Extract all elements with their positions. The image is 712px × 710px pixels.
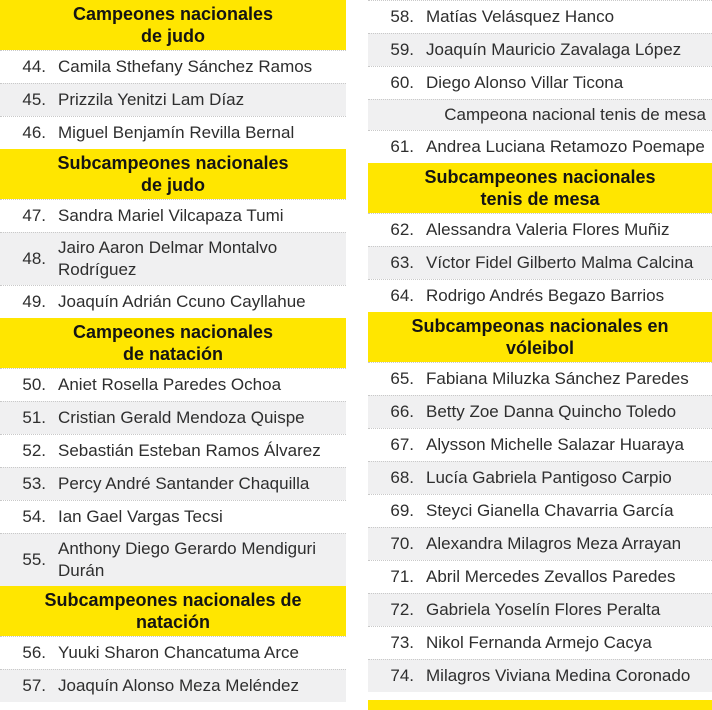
athlete-name: Cristian Gerald Mendoza Quispe: [58, 408, 305, 427]
section-header-line: de judo: [141, 175, 205, 195]
athlete-row: [0, 636, 346, 669]
athlete-name: Diego Alonso Villar Ticona: [426, 73, 624, 92]
athlete-row: [0, 232, 346, 285]
row-number: 73.: [390, 633, 414, 652]
athlete-name: Alexandra Milagros Meza Arrayan: [426, 534, 682, 553]
athlete-row: [368, 130, 712, 163]
row-number: 60.: [390, 73, 414, 92]
athlete-row: [368, 279, 712, 312]
athlete-row: [0, 434, 346, 467]
athlete-row: [368, 362, 712, 395]
row-number: 49.: [22, 292, 46, 311]
section-header-line: de natación: [122, 344, 224, 364]
section-header-line: tenis de mesa: [480, 189, 600, 209]
athlete-row: [0, 368, 346, 401]
athlete-name: Betty Zoe Danna Quincho Toledo: [426, 402, 677, 421]
row-number: 70.: [390, 534, 414, 553]
athlete-row: [0, 116, 346, 149]
row-number: 66.: [390, 402, 414, 421]
row-number: 61.: [390, 137, 414, 156]
athlete-row: [368, 560, 712, 593]
athlete-row: [0, 401, 346, 434]
section-header-line: Campeones nacionales: [72, 4, 274, 24]
athlete-name: Joaquín Mauricio Zavalaga López: [426, 40, 682, 59]
athlete-row: [368, 66, 712, 99]
athlete-name: Percy André Santander Chaquilla: [58, 474, 310, 493]
athlete-name: Anthony Diego Gerardo Mendiguri Durán: [58, 539, 316, 580]
row-number: 72.: [390, 600, 414, 619]
row-number: 59.: [390, 40, 414, 59]
section-header: [0, 0, 346, 50]
row-number: 57.: [22, 676, 46, 695]
athlete-row: [368, 428, 712, 461]
athlete-name: Andrea Luciana Retamozo Poemape: [426, 137, 705, 156]
row-number: 53.: [22, 474, 46, 493]
row-number: 65.: [390, 369, 414, 388]
athlete-row: [368, 494, 712, 527]
athlete-name: Miguel Benjamín Revilla Bernal: [58, 123, 295, 142]
row-number: 58.: [390, 7, 414, 26]
row-number: 54.: [22, 507, 46, 526]
athlete-row: [368, 593, 712, 626]
athlete-row: [0, 285, 346, 318]
row-number: 56.: [22, 643, 46, 662]
athlete-name: Rodrigo Andrés Begazo Barrios: [426, 286, 665, 305]
section-header: [0, 149, 346, 199]
athlete-name: Aniet Rosella Paredes Ochoa: [58, 375, 282, 394]
athlete-row: [0, 467, 346, 500]
athlete-name: Fabiana Miluzka Sánchez Paredes: [426, 369, 689, 388]
row-number: 46.: [22, 123, 46, 142]
athlete-name: Gabriela Yoselín Flores Peralta: [426, 600, 661, 619]
row-number: 52.: [22, 441, 46, 460]
row-number: 62.: [390, 220, 414, 239]
row-number: 71.: [390, 567, 414, 586]
athlete-row: [0, 533, 346, 586]
athlete-name: Milagros Viviana Medina Coronado: [426, 666, 691, 685]
section-header: [368, 163, 712, 213]
athlete-name: Sandra Mariel Vilcapaza Tumi: [58, 206, 284, 225]
athlete-row: [368, 395, 712, 428]
row-number: 50.: [22, 375, 46, 394]
row-number: 55.: [22, 550, 46, 569]
row-number: 68.: [390, 468, 414, 487]
row-number: 47.: [22, 206, 46, 225]
row-number: 63.: [390, 253, 414, 272]
note-row: [368, 99, 712, 130]
athlete-row: [0, 500, 346, 533]
row-number: 67.: [390, 435, 414, 454]
athlete-name: Camila Sthefany Sánchez Ramos: [58, 57, 313, 76]
row-number: 69.: [390, 501, 414, 520]
section-header-line: de judo: [141, 26, 205, 46]
note-text: Campeona nacional tenis de mesa: [444, 105, 706, 124]
section-header-line: Subcampeonas nacionales en: [411, 316, 669, 336]
athlete-name: Lucía Gabriela Pantigoso Carpio: [426, 468, 672, 487]
athlete-name: Nikol Fernanda Armejo Cacya: [426, 633, 652, 652]
section-header-line: Subcampeones nacionales: [57, 153, 289, 173]
athlete-row: [368, 461, 712, 494]
athlete-name: Alessandra Valeria Flores Muñiz: [426, 220, 670, 239]
athlete-row: [368, 527, 712, 560]
athlete-row: [368, 246, 712, 279]
row-number: 51.: [22, 408, 46, 427]
section-header: [0, 586, 346, 636]
athlete-name: Jairo Aaron Delmar Montalvo Rodríguez: [58, 238, 278, 279]
athlete-row: [0, 83, 346, 116]
section-header-line: Subcampeones nacionales: [424, 167, 656, 187]
column-right: [368, 0, 712, 710]
section-header-line: Campeones nacionales: [72, 322, 274, 342]
athlete-row: [0, 669, 346, 702]
athlete-row: [368, 33, 712, 66]
column-gutter: [346, 0, 368, 710]
section-header-line: vóleibol: [505, 338, 574, 358]
athlete-name: Abril Mercedes Zevallos Paredes: [426, 567, 676, 586]
athlete-name: Yuuki Sharon Chancatuma Arce: [58, 643, 299, 662]
athlete-name: Prizzila Yenitzi Lam Díaz: [58, 90, 245, 109]
athlete-row: [368, 213, 712, 246]
athlete-row: [368, 626, 712, 659]
section-header-line: natación: [135, 612, 210, 632]
athlete-name: Ian Gael Vargas Tecsi: [58, 507, 223, 526]
athlete-row: [368, 0, 712, 33]
athlete-name: Steyci Gianella Chavarria García: [426, 501, 674, 520]
column-left: [0, 0, 346, 710]
row-number: 48.: [22, 249, 46, 268]
athlete-name: Alysson Michelle Salazar Huaraya: [426, 435, 684, 454]
footer-band: [368, 700, 712, 710]
athlete-row: [0, 50, 346, 83]
athlete-name: Matías Velásquez Hanco: [426, 7, 615, 26]
athlete-row: [0, 199, 346, 232]
athlete-row: [368, 659, 712, 692]
athlete-name: Joaquín Alonso Meza Meléndez: [58, 676, 299, 695]
athlete-name: Sebastián Esteban Ramos Álvarez: [58, 441, 321, 460]
row-number: 64.: [390, 286, 414, 305]
section-header-line: Subcampeones nacionales de: [44, 590, 302, 610]
row-number: 45.: [22, 90, 46, 109]
athlete-name: Joaquín Adrián Ccuno Cayllahue: [58, 292, 306, 311]
row-number: 44.: [22, 57, 46, 76]
row-number: 74.: [390, 666, 414, 685]
section-header: [0, 318, 346, 368]
athlete-name: Víctor Fidel Gilberto Malma Calcina: [426, 253, 694, 272]
section-header: [368, 312, 712, 362]
